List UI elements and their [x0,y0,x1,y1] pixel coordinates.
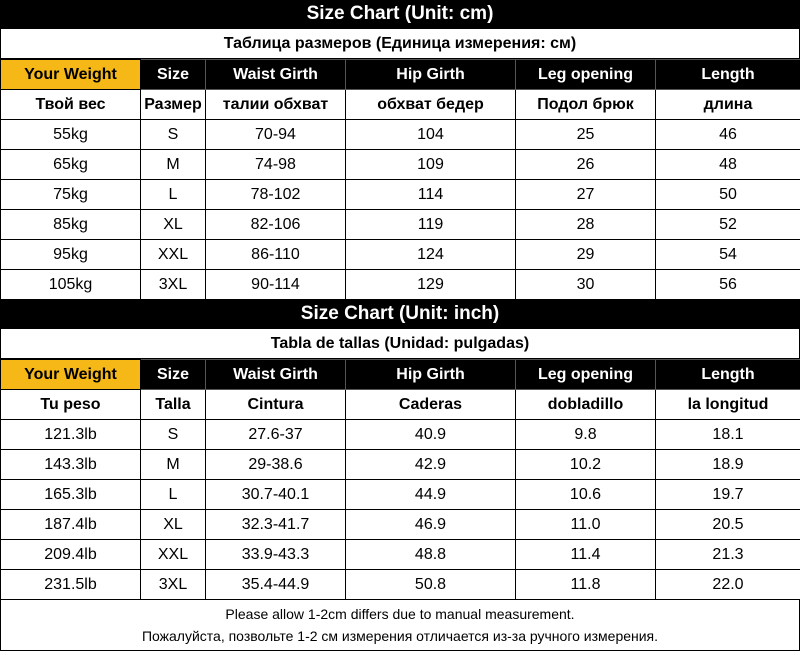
cell-size: S [141,120,206,150]
cm-section-title: Size Chart (Unit: cm) [0,0,800,29]
table-row [1,570,800,600]
cell-waist: 33.9-43.3 [206,540,346,570]
cell-weight: 105kg [1,270,141,300]
cell-leg: 11.8 [516,570,656,600]
cell-waist: 74-98 [206,150,346,180]
cell-leg: 11.0 [516,510,656,540]
cm-subheader-weight: Твой вес [1,90,141,120]
measurement-notes [0,600,800,651]
cell-weight: 75kg [1,180,141,210]
cell-size: XXL [141,240,206,270]
cell-waist: 27.6-37 [206,420,346,450]
cell-size: 3XL [141,570,206,600]
cell-waist: 78-102 [206,180,346,210]
cm-header-weight: Your Weight [1,60,141,90]
cell-waist: 90-114 [206,270,346,300]
cell-waist: 35.4-44.9 [206,570,346,600]
inch-subheader-hip: Caderas [346,390,516,420]
cell-size: XL [141,510,206,540]
table-row [1,180,800,210]
cm-header-size: Size [141,60,206,90]
cm-header-hip: Hip Girth [346,60,516,90]
cell-length: 54 [656,240,800,270]
cell-length: 21.3 [656,540,800,570]
cell-hip: 129 [346,270,516,300]
cell-length: 18.9 [656,450,800,480]
inch-subheader-row [1,390,800,420]
cell-leg: 9.8 [516,420,656,450]
cm-subheader-leg: Подол брюк [516,90,656,120]
cell-length: 46 [656,120,800,150]
cell-weight: 65kg [1,150,141,180]
table-row [1,540,800,570]
cell-length: 22.0 [656,570,800,600]
inch-section-subtitle: Tabla de tallas (Unidad: pulgadas) [0,329,800,359]
cm-section-subtitle: Таблица размеров (Единица измерения: см) [0,29,800,59]
cell-weight: 165.3lb [1,480,141,510]
cell-length: 52 [656,210,800,240]
cell-leg: 10.2 [516,450,656,480]
cell-size: L [141,480,206,510]
cm-subheader-length: длина [656,90,800,120]
cell-hip: 44.9 [346,480,516,510]
cell-hip: 50.8 [346,570,516,600]
inch-subheader-leg: dobladillo [516,390,656,420]
inch-header-weight: Your Weight [1,360,141,390]
inch-header-length: Length [656,360,800,390]
inch-subheader-waist: Cintura [206,390,346,420]
cell-length: 48 [656,150,800,180]
cell-size: 3XL [141,270,206,300]
inch-section-title: Size Chart (Unit: inch) [0,300,800,329]
cell-weight: 187.4lb [1,510,141,540]
cell-hip: 48.8 [346,540,516,570]
cell-leg: 25 [516,120,656,150]
cell-hip: 109 [346,150,516,180]
cell-size: M [141,450,206,480]
cell-weight: 55kg [1,120,141,150]
cell-leg: 28 [516,210,656,240]
cell-leg: 27 [516,180,656,210]
cm-subheader-hip: обхват бедер [346,90,516,120]
cm-header-leg: Leg opening [516,60,656,90]
table-row [1,480,800,510]
cell-weight: 85kg [1,210,141,240]
inch-subheader-size: Talla [141,390,206,420]
cell-waist: 32.3-41.7 [206,510,346,540]
cell-leg: 10.6 [516,480,656,510]
cm-size-table [0,59,800,300]
cm-subheader-size: Размер [141,90,206,120]
table-row [1,210,800,240]
cell-size: S [141,420,206,450]
cell-weight: 209.4lb [1,540,141,570]
cell-waist: 82-106 [206,210,346,240]
cell-size: XXL [141,540,206,570]
cell-hip: 46.9 [346,510,516,540]
cm-subheader-waist: талии обхват [206,90,346,120]
cell-length: 50 [656,180,800,210]
inch-subheader-length: la longitud [656,390,800,420]
cell-hip: 104 [346,120,516,150]
inch-header-row [1,360,800,390]
table-row [1,510,800,540]
cm-header-length: Length [656,60,800,90]
note-russian: Пожалуйста, позвольте 1-2 см измерения отличается из-за ручного измерения. [141,628,659,644]
cell-length: 19.7 [656,480,800,510]
inch-header-hip: Hip Girth [346,360,516,390]
table-row [1,150,800,180]
cell-waist: 70-94 [206,120,346,150]
cell-leg: 30 [516,270,656,300]
cell-hip: 42.9 [346,450,516,480]
cell-size: L [141,180,206,210]
note-english: Please allow 1-2cm differs due to manual measurement. [225,606,575,622]
inch-header-leg: Leg opening [516,360,656,390]
cell-waist: 29-38.6 [206,450,346,480]
table-row [1,120,800,150]
cell-leg: 26 [516,150,656,180]
cm-subheader-row [1,90,800,120]
cell-length: 18.1 [656,420,800,450]
inch-size-table [0,359,800,600]
table-row [1,270,800,300]
cell-waist: 30.7-40.1 [206,480,346,510]
cm-header-waist: Waist Girth [206,60,346,90]
cell-waist: 86-110 [206,240,346,270]
cell-hip: 124 [346,240,516,270]
cell-hip: 114 [346,180,516,210]
table-row [1,240,800,270]
cell-weight: 95kg [1,240,141,270]
inch-subheader-weight: Tu peso [1,390,141,420]
cell-hip: 119 [346,210,516,240]
cell-length: 56 [656,270,800,300]
table-row [1,420,800,450]
cell-weight: 231.5lb [1,570,141,600]
cell-size: XL [141,210,206,240]
inch-header-size: Size [141,360,206,390]
cell-hip: 40.9 [346,420,516,450]
cell-leg: 29 [516,240,656,270]
table-row [1,450,800,480]
cell-weight: 143.3lb [1,450,141,480]
cell-length: 20.5 [656,510,800,540]
inch-header-waist: Waist Girth [206,360,346,390]
cell-weight: 121.3lb [1,420,141,450]
cell-size: M [141,150,206,180]
cell-leg: 11.4 [516,540,656,570]
cm-header-row [1,60,800,90]
